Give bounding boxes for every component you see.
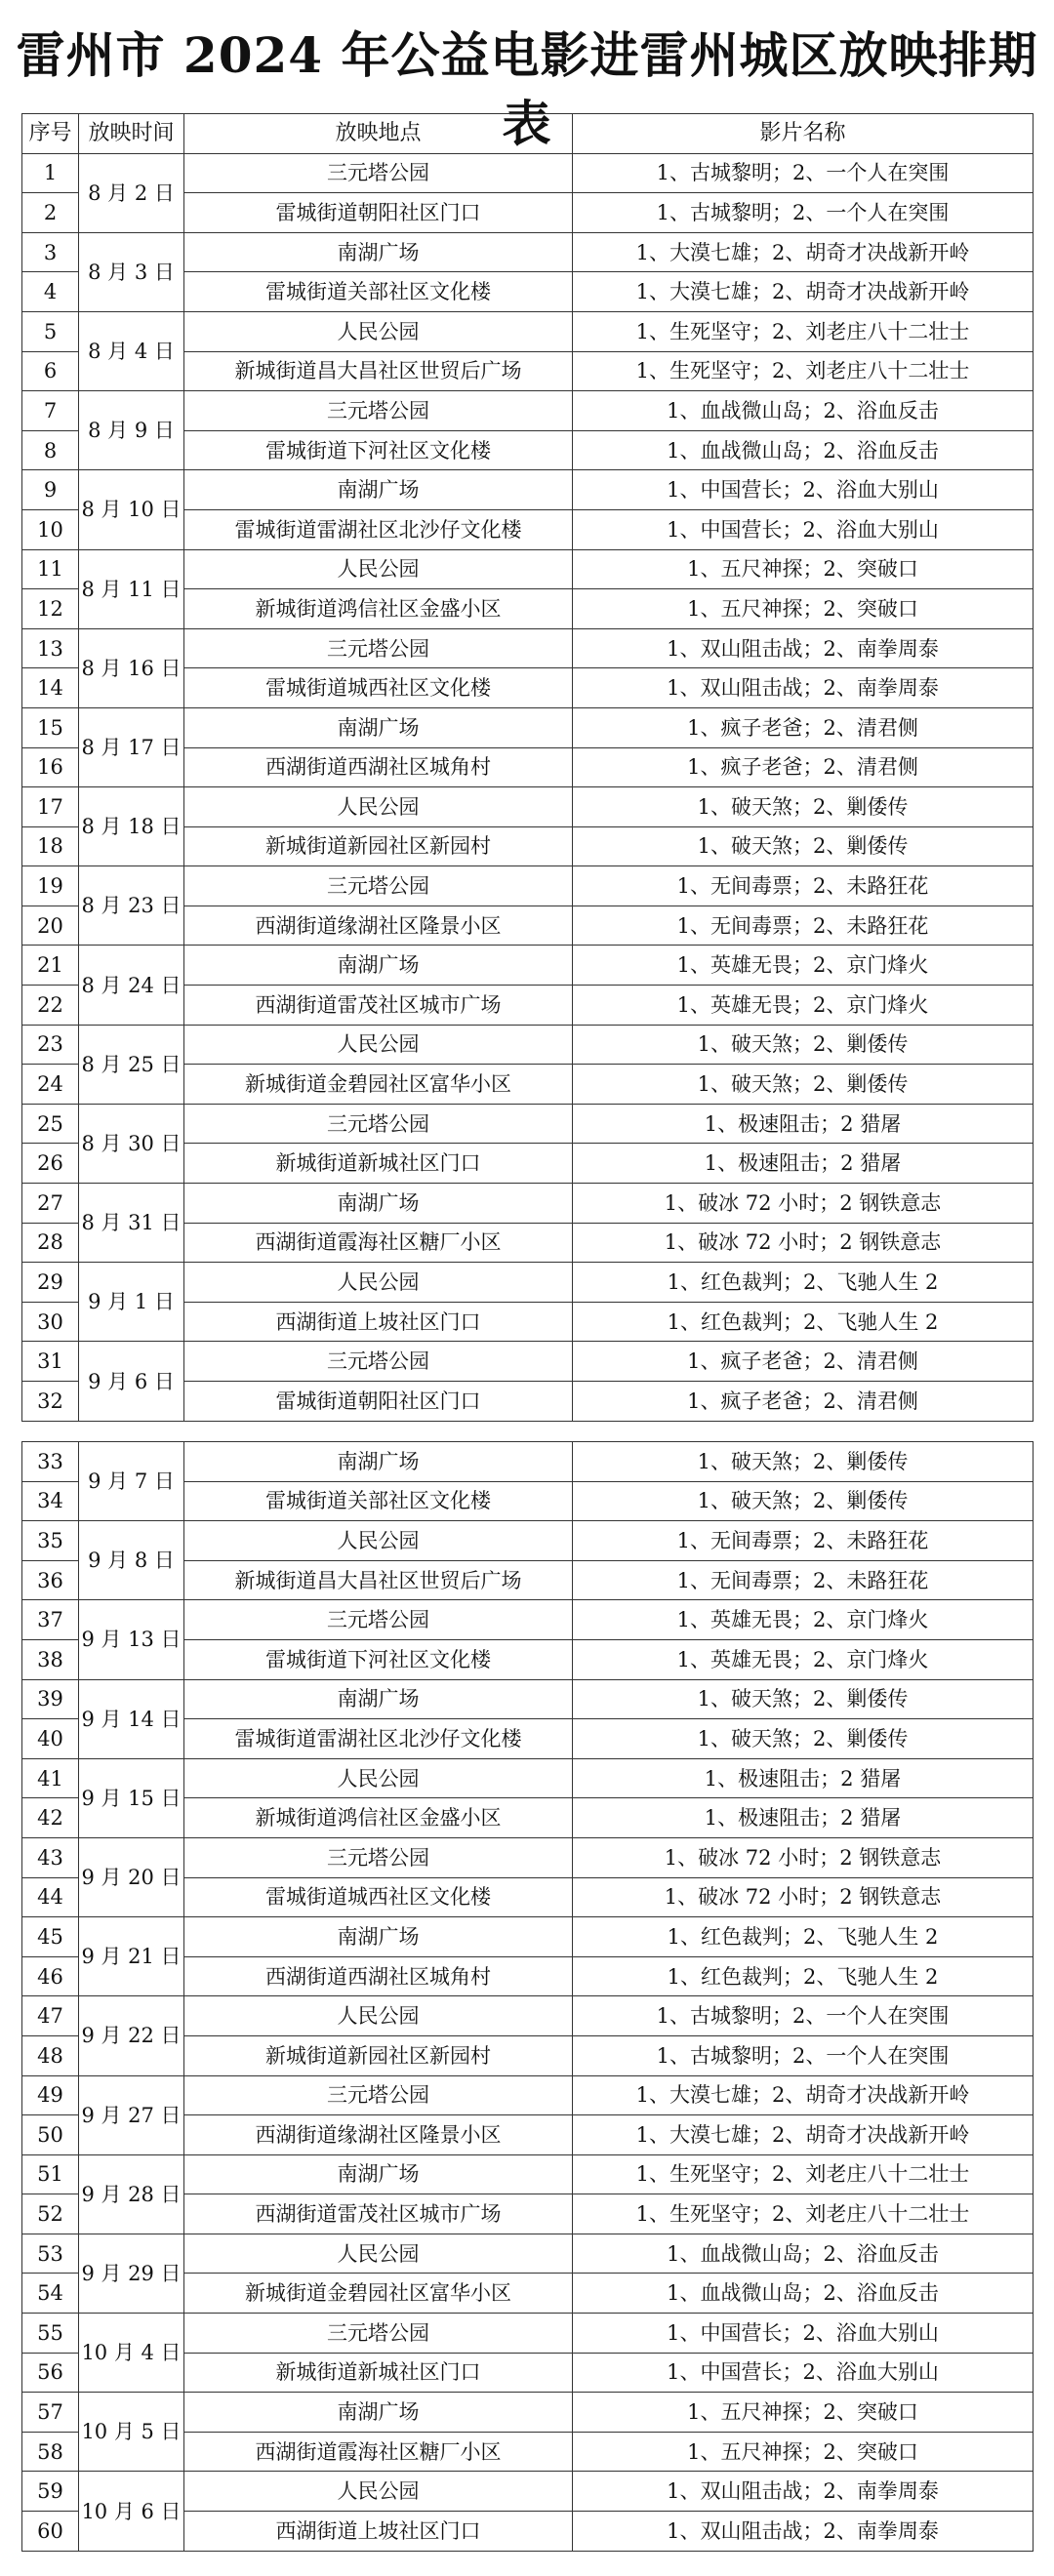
row-serial: 10 [22,509,79,549]
row-screening-date: 8 月 17 日 [79,707,184,786]
row-location: 人民公园 [184,1758,573,1798]
row-serial: 5 [22,311,79,351]
row-screening-date: 8 月 31 日 [79,1184,184,1263]
table-row [22,707,1034,747]
row-location: 西湖街道缘湖社区隆景小区 [184,2115,573,2155]
row-screening-date: 8 月 4 日 [79,311,184,390]
row-serial: 24 [22,1065,79,1105]
row-serial: 52 [22,2194,79,2234]
table-row [22,1679,1034,1719]
row-films: 1、血战微山岛；2、浴血反击 [573,2274,1034,2314]
row-serial: 50 [22,2115,79,2155]
row-screening-date: 9 月 15 日 [79,1758,184,1837]
row-films: 1、破天煞；2、剿倭传 [573,1719,1034,1759]
row-serial: 40 [22,1719,79,1759]
row-location: 三元塔公园 [184,2314,573,2354]
row-films: 1、破天煞；2、剿倭传 [573,1065,1034,1105]
table-row [22,1917,1034,1957]
row-serial: 54 [22,2274,79,2314]
row-films: 1、极速阻击；2 猎屠 [573,1758,1034,1798]
page-title: 雷州市 2024 年公益电影进雷州城区放映排期表 [16,26,1038,152]
row-location: 雷城街道下河社区文化楼 [184,430,573,470]
row-screening-date: 9 月 21 日 [79,1917,184,1996]
row-serial: 6 [22,351,79,391]
row-films: 1、无间毒票；2、未路狂花 [573,866,1034,906]
row-serial: 39 [22,1679,79,1719]
row-location: 人民公园 [184,549,573,589]
row-serial: 37 [22,1600,79,1640]
row-screening-date: 9 月 22 日 [79,1996,184,2075]
row-location: 雷城街道雷湖社区北沙仔文化楼 [184,1719,573,1759]
schedule-table-part-1 [21,113,1034,1422]
row-films: 1、五尺神探；2、突破口 [573,589,1034,629]
row-location: 南湖广场 [184,2154,573,2194]
table-row [22,2472,1034,2512]
row-films: 1、血战微山岛；2、浴血反击 [573,430,1034,470]
row-serial: 7 [22,391,79,431]
row-screening-date: 8 月 16 日 [79,628,184,707]
row-films: 1、破天煞；2、剿倭传 [573,1679,1034,1719]
row-serial: 28 [22,1223,79,1263]
row-films: 1、双山阻击战；2、南拳周泰 [573,628,1034,668]
row-serial: 49 [22,2075,79,2115]
row-serial: 47 [22,1996,79,2036]
row-location: 雷城街道朝阳社区门口 [184,1382,573,1422]
row-location: 雷城街道关部社区文化楼 [184,1481,573,1521]
row-serial: 35 [22,1521,79,1561]
row-location: 人民公园 [184,1263,573,1303]
row-screening-date: 9 月 20 日 [79,1837,184,1916]
row-films: 1、极速阻击；2 猎屠 [573,1104,1034,1144]
table-row [22,470,1034,510]
row-serial: 21 [22,946,79,986]
row-films: 1、英雄无畏；2、京门烽火 [573,1639,1034,1679]
table-row [22,2393,1034,2433]
row-screening-date: 9 月 7 日 [79,1442,184,1521]
table-row [22,946,1034,986]
row-films: 1、红色裁判；2、飞驰人生 2 [573,1956,1034,1996]
row-serial: 12 [22,589,79,629]
row-location: 雷城街道下河社区文化楼 [184,1639,573,1679]
row-serial: 27 [22,1184,79,1224]
row-serial: 15 [22,707,79,747]
row-films: 1、古城黎明；2、一个人在突围 [573,153,1034,193]
row-serial: 14 [22,668,79,708]
row-films: 1、极速阻击；2 猎屠 [573,1144,1034,1184]
row-films: 1、中国营长；2、浴血大别山 [573,2353,1034,2393]
table-row [22,1442,1034,1482]
row-location: 雷城街道城西社区文化楼 [184,668,573,708]
row-serial: 45 [22,1917,79,1957]
table-row [22,628,1034,668]
row-films: 1、双山阻击战；2、南拳周泰 [573,2512,1034,2552]
row-screening-date: 8 月 10 日 [79,470,184,549]
row-serial: 42 [22,1798,79,1838]
row-serial: 51 [22,2154,79,2194]
table-row [22,549,1034,589]
table-row [22,1996,1034,2036]
row-serial: 59 [22,2472,79,2512]
row-serial: 16 [22,747,79,787]
row-films: 1、破天煞；2、剿倭传 [573,1025,1034,1065]
row-location: 南湖广场 [184,232,573,272]
row-screening-date: 8 月 25 日 [79,1025,184,1104]
row-location: 新城街道金碧园社区富华小区 [184,1065,573,1105]
row-serial: 30 [22,1302,79,1342]
row-films: 1、破冰 72 小时；2 钢铁意志 [573,1877,1034,1917]
table-row [22,311,1034,351]
row-films: 1、古城黎明；2、一个人在突围 [573,1996,1034,2036]
row-location: 三元塔公园 [184,1837,573,1877]
row-location: 三元塔公园 [184,1342,573,1382]
row-serial: 22 [22,986,79,1026]
row-screening-date: 9 月 28 日 [79,2154,184,2234]
row-screening-date: 10 月 4 日 [79,2314,184,2393]
row-location: 雷城街道雷湖社区北沙仔文化楼 [184,509,573,549]
row-location: 南湖广场 [184,946,573,986]
row-serial: 2 [22,193,79,233]
row-films: 1、大漠七雄；2、胡奇才决战新开岭 [573,2075,1034,2115]
table-row [22,1600,1034,1640]
header-screening-location: 放映地点 [184,114,573,154]
row-screening-date: 9 月 29 日 [79,2234,184,2313]
row-films: 1、英雄无畏；2、京门烽火 [573,986,1034,1026]
row-location: 新城街道新园社区新园村 [184,2035,573,2075]
row-screening-date: 8 月 11 日 [79,549,184,628]
row-location: 西湖街道霞海社区糖厂小区 [184,2432,573,2472]
table-row [22,1342,1034,1382]
row-location: 雷城街道关部社区文化楼 [184,272,573,312]
row-films: 1、破冰 72 小时；2 钢铁意志 [573,1837,1034,1877]
row-films: 1、血战微山岛；2、浴血反击 [573,2234,1034,2274]
table-row [22,232,1034,272]
row-films: 1、五尺神探；2、突破口 [573,549,1034,589]
row-location: 西湖街道雷茂社区城市广场 [184,2194,573,2234]
row-location: 南湖广场 [184,707,573,747]
row-films: 1、极速阻击；2 猎屠 [573,1798,1034,1838]
row-screening-date: 9 月 6 日 [79,1342,184,1421]
row-location: 南湖广场 [184,1917,573,1957]
row-location: 三元塔公园 [184,1104,573,1144]
row-location: 新城街道昌大昌社区世贸后广场 [184,351,573,391]
row-screening-date: 9 月 8 日 [79,1521,184,1600]
row-screening-date: 10 月 6 日 [79,2472,184,2551]
row-location: 南湖广场 [184,2393,573,2433]
row-films: 1、大漠七雄；2、胡奇才决战新开岭 [573,2115,1034,2155]
row-screening-date: 9 月 27 日 [79,2075,184,2154]
row-serial: 60 [22,2512,79,2552]
row-screening-date: 8 月 24 日 [79,946,184,1025]
row-screening-date: 9 月 13 日 [79,1600,184,1679]
table-row [22,2154,1034,2194]
row-serial: 41 [22,1758,79,1798]
row-location: 雷城街道城西社区文化楼 [184,1877,573,1917]
row-films: 1、无间毒票；2、未路狂花 [573,1521,1034,1561]
row-films: 1、双山阻击战；2、南拳周泰 [573,668,1034,708]
row-location: 三元塔公园 [184,391,573,431]
row-serial: 32 [22,1382,79,1422]
row-location: 新城街道鸿信社区金盛小区 [184,1798,573,1838]
row-location: 西湖街道上坡社区门口 [184,1302,573,1342]
row-screening-date: 8 月 30 日 [79,1104,184,1183]
row-films: 1、古城黎明；2、一个人在突围 [573,2035,1034,2075]
row-location: 三元塔公园 [184,866,573,906]
row-serial: 18 [22,826,79,866]
row-serial: 25 [22,1104,79,1144]
table-row [22,1025,1034,1065]
row-films: 1、大漠七雄；2、胡奇才决战新开岭 [573,272,1034,312]
row-serial: 8 [22,430,79,470]
row-screening-date: 8 月 23 日 [79,866,184,946]
row-serial: 48 [22,2035,79,2075]
schedule-table-part-2 [21,1441,1034,2552]
row-location: 新城街道昌大昌社区世贸后广场 [184,1560,573,1600]
row-location: 西湖街道西湖社区城角村 [184,1956,573,1996]
row-screening-date: 8 月 3 日 [79,232,184,311]
row-location: 雷城街道朝阳社区门口 [184,193,573,233]
row-films: 1、生死坚守；2、刘老庄八十二壮士 [573,2154,1034,2194]
row-location: 新城街道鸿信社区金盛小区 [184,589,573,629]
row-location: 人民公园 [184,1025,573,1065]
row-serial: 17 [22,787,79,827]
row-serial: 55 [22,2314,79,2354]
row-films: 1、破天煞；2、剿倭传 [573,1481,1034,1521]
row-films: 1、破天煞；2、剿倭传 [573,826,1034,866]
row-location: 三元塔公园 [184,153,573,193]
row-serial: 38 [22,1639,79,1679]
row-serial: 20 [22,906,79,946]
row-location: 西湖街道雷茂社区城市广场 [184,986,573,1026]
row-films: 1、疯子老爸；2、清君侧 [573,1342,1034,1382]
row-serial: 44 [22,1877,79,1917]
row-films: 1、无间毒票；2、未路狂花 [573,1560,1034,1600]
row-films: 1、中国营长；2、浴血大别山 [573,470,1034,510]
row-serial: 31 [22,1342,79,1382]
table-row [22,1521,1034,1561]
table-row [22,866,1034,906]
table-row [22,1104,1034,1144]
table-row [22,1758,1034,1798]
table-row [22,2234,1034,2274]
row-location: 南湖广场 [184,470,573,510]
row-location: 新城街道新园社区新园村 [184,826,573,866]
row-films: 1、英雄无畏；2、京门烽火 [573,946,1034,986]
row-films: 1、中国营长；2、浴血大别山 [573,2314,1034,2354]
header-film-names: 影片名称 [573,114,1034,154]
row-serial: 29 [22,1263,79,1303]
row-serial: 23 [22,1025,79,1065]
table-row [22,2075,1034,2115]
row-films: 1、疯子老爸；2、清君侧 [573,747,1034,787]
row-location: 西湖街道霞海社区糖厂小区 [184,1223,573,1263]
row-location: 南湖广场 [184,1184,573,1224]
row-screening-date: 9 月 1 日 [79,1263,184,1342]
row-serial: 36 [22,1560,79,1600]
row-films: 1、破冰 72 小时；2 钢铁意志 [573,1184,1034,1224]
row-serial: 34 [22,1481,79,1521]
table-row [22,1837,1034,1877]
table-row [22,153,1034,193]
row-films: 1、疯子老爸；2、清君侧 [573,1382,1034,1422]
row-films: 1、破天煞；2、剿倭传 [573,787,1034,827]
row-serial: 4 [22,272,79,312]
row-location: 南湖广场 [184,1679,573,1719]
table-row [22,1184,1034,1224]
row-films: 1、五尺神探；2、突破口 [573,2432,1034,2472]
header-screening-time: 放映时间 [79,114,184,154]
row-serial: 43 [22,1837,79,1877]
row-location: 南湖广场 [184,1442,573,1482]
row-films: 1、红色裁判；2、飞驰人生 2 [573,1302,1034,1342]
row-screening-date: 8 月 18 日 [79,787,184,866]
row-serial: 33 [22,1442,79,1482]
row-location: 三元塔公园 [184,2075,573,2115]
row-serial: 9 [22,470,79,510]
row-serial: 57 [22,2393,79,2433]
row-films: 1、中国营长；2、浴血大别山 [573,509,1034,549]
table-row [22,2314,1034,2354]
table-row [22,391,1034,431]
row-films: 1、古城黎明；2、一个人在突围 [573,193,1034,233]
row-serial: 46 [22,1956,79,1996]
row-films: 1、双山阻击战；2、南拳周泰 [573,2472,1034,2512]
row-serial: 56 [22,2353,79,2393]
row-serial: 11 [22,549,79,589]
row-films: 1、疯子老爸；2、清君侧 [573,707,1034,747]
row-films: 1、英雄无畏；2、京门烽火 [573,1600,1034,1640]
row-films: 1、破天煞；2、剿倭传 [573,1442,1034,1482]
table-header-row [22,114,1034,154]
row-films: 1、红色裁判；2、飞驰人生 2 [573,1263,1034,1303]
row-serial: 3 [22,232,79,272]
row-location: 人民公园 [184,1996,573,2036]
row-screening-date: 8 月 9 日 [79,391,184,470]
row-location: 西湖街道缘湖社区隆景小区 [184,906,573,946]
row-films: 1、生死坚守；2、刘老庄八十二壮士 [573,2194,1034,2234]
row-films: 1、生死坚守；2、刘老庄八十二壮士 [573,311,1034,351]
row-location: 人民公园 [184,2234,573,2274]
table-row [22,1263,1034,1303]
row-screening-date: 9 月 14 日 [79,1679,184,1758]
row-screening-date: 10 月 5 日 [79,2393,184,2472]
row-location: 三元塔公园 [184,628,573,668]
row-films: 1、五尺神探；2、突破口 [573,2393,1034,2433]
table-row [22,787,1034,827]
row-location: 人民公园 [184,311,573,351]
row-location: 三元塔公园 [184,1600,573,1640]
row-location: 西湖街道西湖社区城角村 [184,747,573,787]
row-serial: 1 [22,153,79,193]
row-films: 1、红色裁判；2、飞驰人生 2 [573,1917,1034,1957]
row-screening-date: 8 月 2 日 [79,153,184,232]
row-films: 1、血战微山岛；2、浴血反击 [573,391,1034,431]
row-location: 新城街道新城社区门口 [184,1144,573,1184]
row-location: 西湖街道上坡社区门口 [184,2512,573,2552]
row-films: 1、破冰 72 小时；2 钢铁意志 [573,1223,1034,1263]
row-location: 新城街道金碧园社区富华小区 [184,2274,573,2314]
row-location: 人民公园 [184,2472,573,2512]
row-location: 人民公园 [184,1521,573,1561]
row-films: 1、大漠七雄；2、胡奇才决战新开岭 [573,232,1034,272]
row-location: 新城街道新城社区门口 [184,2353,573,2393]
row-serial: 19 [22,866,79,906]
row-serial: 13 [22,628,79,668]
row-serial: 53 [22,2234,79,2274]
row-serial: 26 [22,1144,79,1184]
header-serial: 序号 [22,114,79,154]
row-serial: 58 [22,2432,79,2472]
row-location: 人民公园 [184,787,573,827]
row-films: 1、生死坚守；2、刘老庄八十二壮士 [573,351,1034,391]
row-films: 1、无间毒票；2、未路狂花 [573,906,1034,946]
